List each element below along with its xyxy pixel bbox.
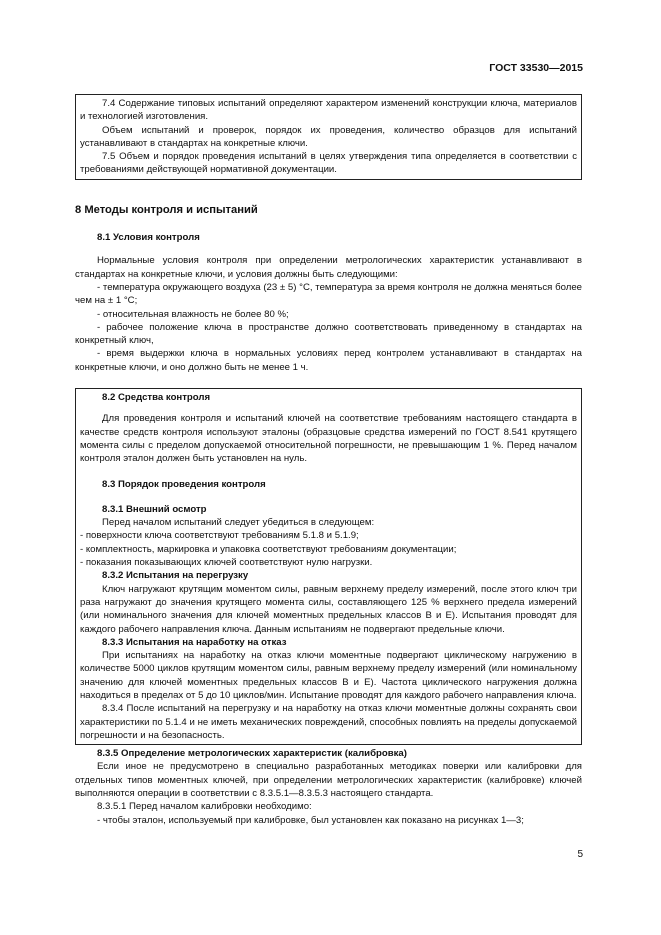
revision-box-2 <box>75 388 582 745</box>
paragraph-8-2: Для проведения контроля и испытаний ключей на соответствие требованиям настоящего стандарта в качестве средств контроля используют эталоны (образцовые средства измерений по ГОСТ 8.541 крутящего момента силы с пределом допускаемой относительной погрешности, не превышающим 1 %. Перед началом контроля эталон должен быть установлен на нуль. <box>80 413 577 465</box>
paragraph-scope: Объем испытаний и проверок, порядок их проведения, количество образцов для испытаний устанавливают в стандартах на конкретные ключи. <box>80 124 577 149</box>
list-item-temperature: - температура окружающего воздуха (23 ± 5) °С, температура за время контроля не должна меняться более чем на ± 1 °С; <box>75 281 582 307</box>
paragraph-8-3-3: При испытаниях на наработку на отказ ключи моментные подвергают циклическому нагружению в количестве 5000 циклов крутящим моментом силы, равным верхнему пределу измерений (или номинальному значению для ключей моментных предельных классов В и Е). Частота циклического нагружения должна находиться в пределах от 5 до 10 циклов/мин. Испытание проводят для каждого рабочего направления ключа. <box>80 650 577 701</box>
list-item-surfaces: - поверхности ключа соответствуют требованиям 5.1.8 и 5.1.9; <box>80 530 359 542</box>
section-8-title: 8 Методы контроля и испытаний <box>75 203 258 216</box>
list-item-zero-readings: - показания показывающих ключей соответствуют нулю нагрузки. <box>80 557 373 569</box>
list-item-humidity: - относительная влажность не более 80 %; <box>97 308 289 320</box>
heading-8-3-1: 8.3.1 Внешний осмотр <box>102 503 207 515</box>
paragraph-8-1: Нормальные условия контроля при определении метрологических характеристик устанавливают в стандартах на конкретные ключи, и условия должны быть следующими: <box>75 255 582 280</box>
page-content <box>75 94 582 827</box>
paragraph-8-3-1: Перед началом испытаний следует убедиться в следующем: <box>102 517 375 529</box>
heading-8-2: 8.2 Средства контроля <box>102 392 211 404</box>
list-item-completeness: - комплектность, маркировка и упаковка соответствуют требованиям документации; <box>80 543 457 555</box>
list-item-etalon: - чтобы эталон, используемый при калибровке, был установлен как показано на рисунках 1—3; <box>97 814 524 826</box>
page-number: 5 <box>577 849 583 860</box>
paragraph-7-4: 7.4 Содержание типовых испытаний определяют характером изменений конструкции ключа, материалов и технологией изготовления. <box>80 98 577 123</box>
revision-box-1 <box>75 94 582 180</box>
heading-8-3: 8.3 Порядок проведения контроля <box>102 478 266 490</box>
heading-8-3-2: 8.3.2 Испытания на перегрузку <box>102 570 249 582</box>
paragraph-7-5: 7.5 Объем и порядок проведения испытаний в целях утверждения типа определяется в соответствии с требованиями действующей нормативной документации. <box>80 151 577 176</box>
heading-8-3-3: 8.3.3 Испытания на наработку на отказ <box>102 636 287 648</box>
heading-8-3-5: 8.3.5 Определение метрологических характеристик (калибровка) <box>97 748 407 760</box>
list-item-hold-time: - время выдержки ключа в нормальных условиях перед контролем устанавливают в стандартах на конкретные ключи, и оно должно быть не менее 1 ч. <box>75 348 582 373</box>
heading-8-1: 8.1 Условия контроля <box>97 232 200 244</box>
paragraph-8-3-4: 8.3.4 После испытаний на перегрузку и на наработку на отказ ключи моментные должны сохранять свои характеристики по 5.1.4 и не иметь механических повреждений, способных повлиять на пределы допускаемой погрешности и на безопасность. <box>80 703 577 741</box>
paragraph-8-3-2: Ключ нагружают крутящим моментом силы, равным верхнему пределу измерений, после этого ключ три раза нагружают до значения крутящего момента силы, составляющего 125 % верхнего предела измерений (или номинального значения для ключей моментных предельных классов В и Е). Испытания проводят для каждого рабочего направления ключа. Данным испытаниям не подвергают предельные ключи. <box>80 583 577 635</box>
standard-number: ГОСТ 33530—2015 <box>489 62 583 74</box>
list-item-position: - рабочее положение ключа в пространстве должно соответствовать приведенному в стандартах на конкретный ключ, <box>75 321 582 347</box>
paragraph-8-3-5: Если иное не предусмотрено в специально разработанных методиках поверки или калибровки для отдельных типов моментных ключей, при определении метрологических характеристик (калибровке) ключей выполняются операции в соответствии с 8.3.5.1—8.3.5.3 настоящего стандарта. <box>75 761 582 800</box>
paragraph-8-3-5-1: 8.3.5.1 Перед началом калибровки необходимо: <box>97 801 312 813</box>
